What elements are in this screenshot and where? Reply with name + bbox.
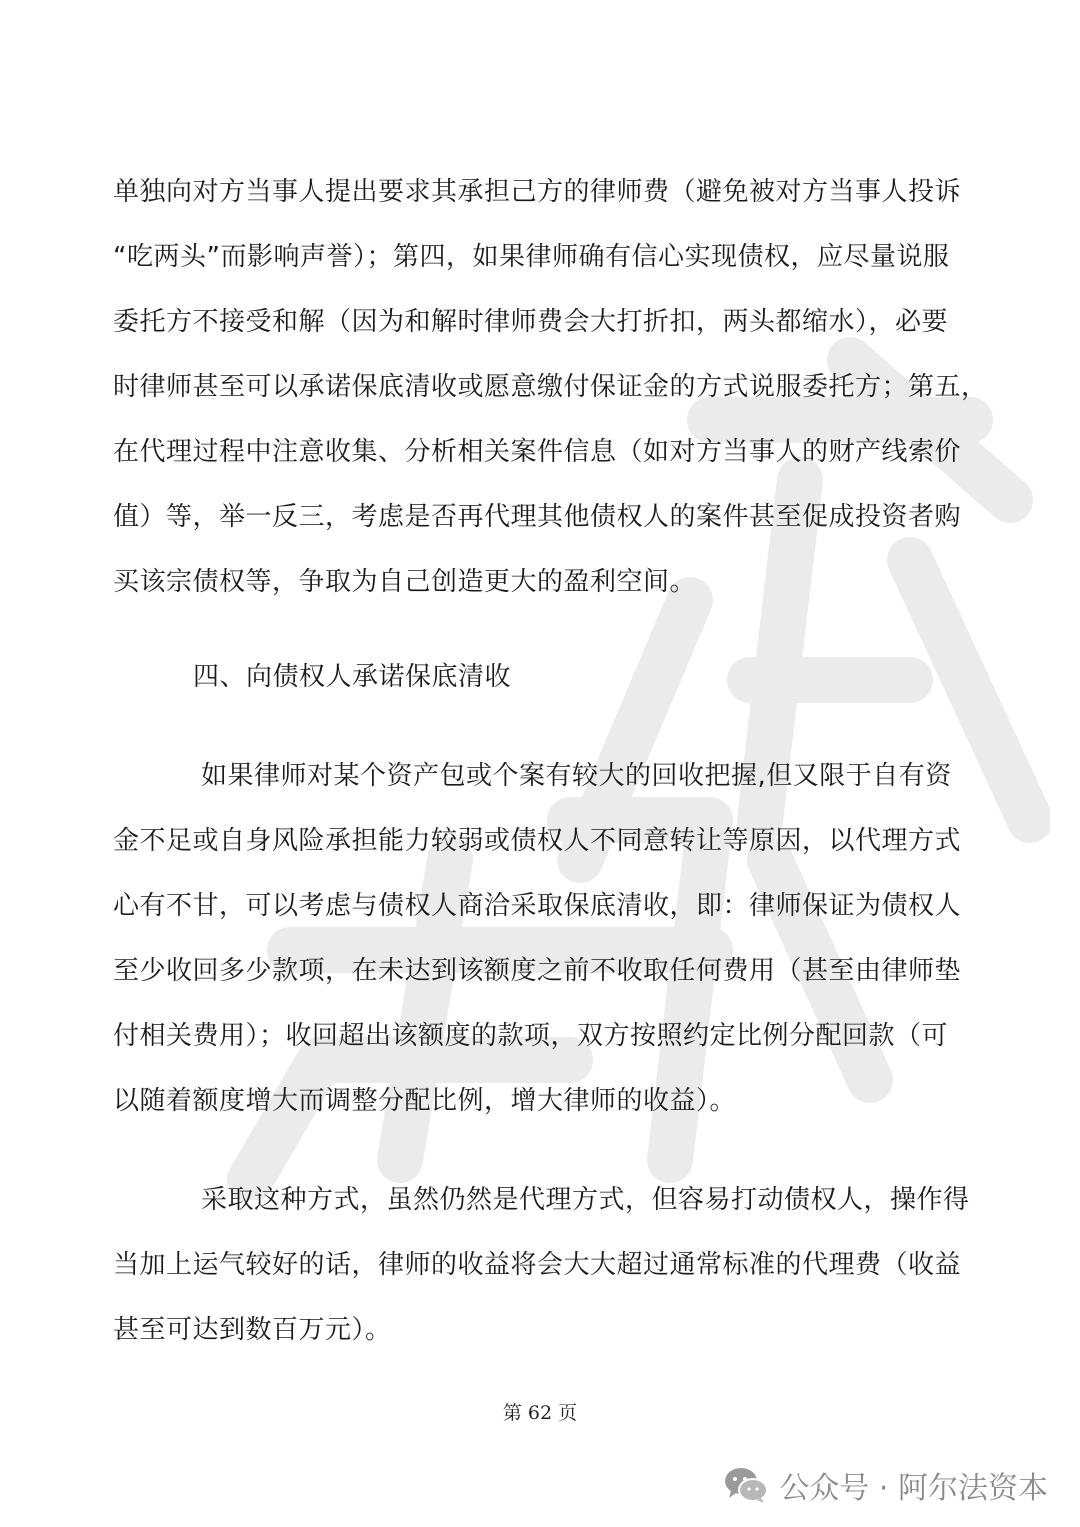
paragraph-2 [113, 744, 971, 1134]
text-line: 委托方不接受和解（因为和解时律师费会大打折扣，两头都缩水），必要 [113, 307, 949, 337]
footer-brand [723, 1462, 1048, 1508]
text-line: 付相关费用）；收回超出该额度的款项，双方按照约定比例分配回款（可 [113, 1021, 949, 1051]
text-line: 甚至可达到数百万元）。 [113, 1315, 392, 1345]
text-line: 当加上运气较好的话，律师的收益将会大大超过通常标准的代理费（收益 [113, 1250, 962, 1280]
text-line: 如果律师对某个资产包或个案有较大的回收把握,但又限于自有资 [201, 761, 952, 791]
text-line: 心有不甘，可以考虑与债权人商洽采取保底清收，即：律师保证为债权人 [113, 891, 962, 921]
text-line: 买该宗债权等，争取为自己创造更大的盈利空间。 [113, 567, 697, 597]
text-line: “吃两头”而影响声誉）；第四，如果律师确有信心实现债权，应尽量说服 [113, 242, 950, 272]
paragraph-1 [113, 160, 988, 615]
text-line: 金不足或自身风险承担能力较弱或债权人不同意转让等原因，以代理方式 [113, 826, 962, 856]
text-line: 至少收回多少款项，在未达到该额度之前不收取任何费用（甚至由律师垫 [113, 956, 962, 986]
section-heading: 四、向债权人承诺保底清收 [193, 662, 512, 692]
text-line: 单独向对方当事人提出要求其承担己方的律师费（避免被对方当事人投诉 [113, 177, 962, 207]
spacer [113, 1134, 971, 1168]
page-number: 第 62 页 [502, 1402, 578, 1424]
spacer [113, 615, 971, 645]
text-line: 以随着额度增大而调整分配比例，增大律师的收益）。 [113, 1086, 737, 1116]
text-line: 值）等，举一反三，考虑是否再代理其他债权人的案件甚至促成投资者购 [113, 502, 962, 532]
text-line: 采取这种方式，虽然仍然是代理方式，但容易打动债权人，操作得 [201, 1185, 970, 1215]
paragraph-3 [113, 1168, 971, 1363]
text-line: 时律师甚至可以承诺保底清收或愿意缴付保证金的方式说服委托方；第五， [113, 372, 988, 402]
text-line: 在代理过程中注意收集、分析相关案件信息（如对方当事人的财产线索价 [113, 437, 962, 467]
wechat-icon [723, 1465, 769, 1505]
footer-brand-text: 公众号 · 阿尔法资本 [779, 1471, 1048, 1506]
spacer [113, 710, 971, 744]
document-body [113, 160, 988, 1363]
